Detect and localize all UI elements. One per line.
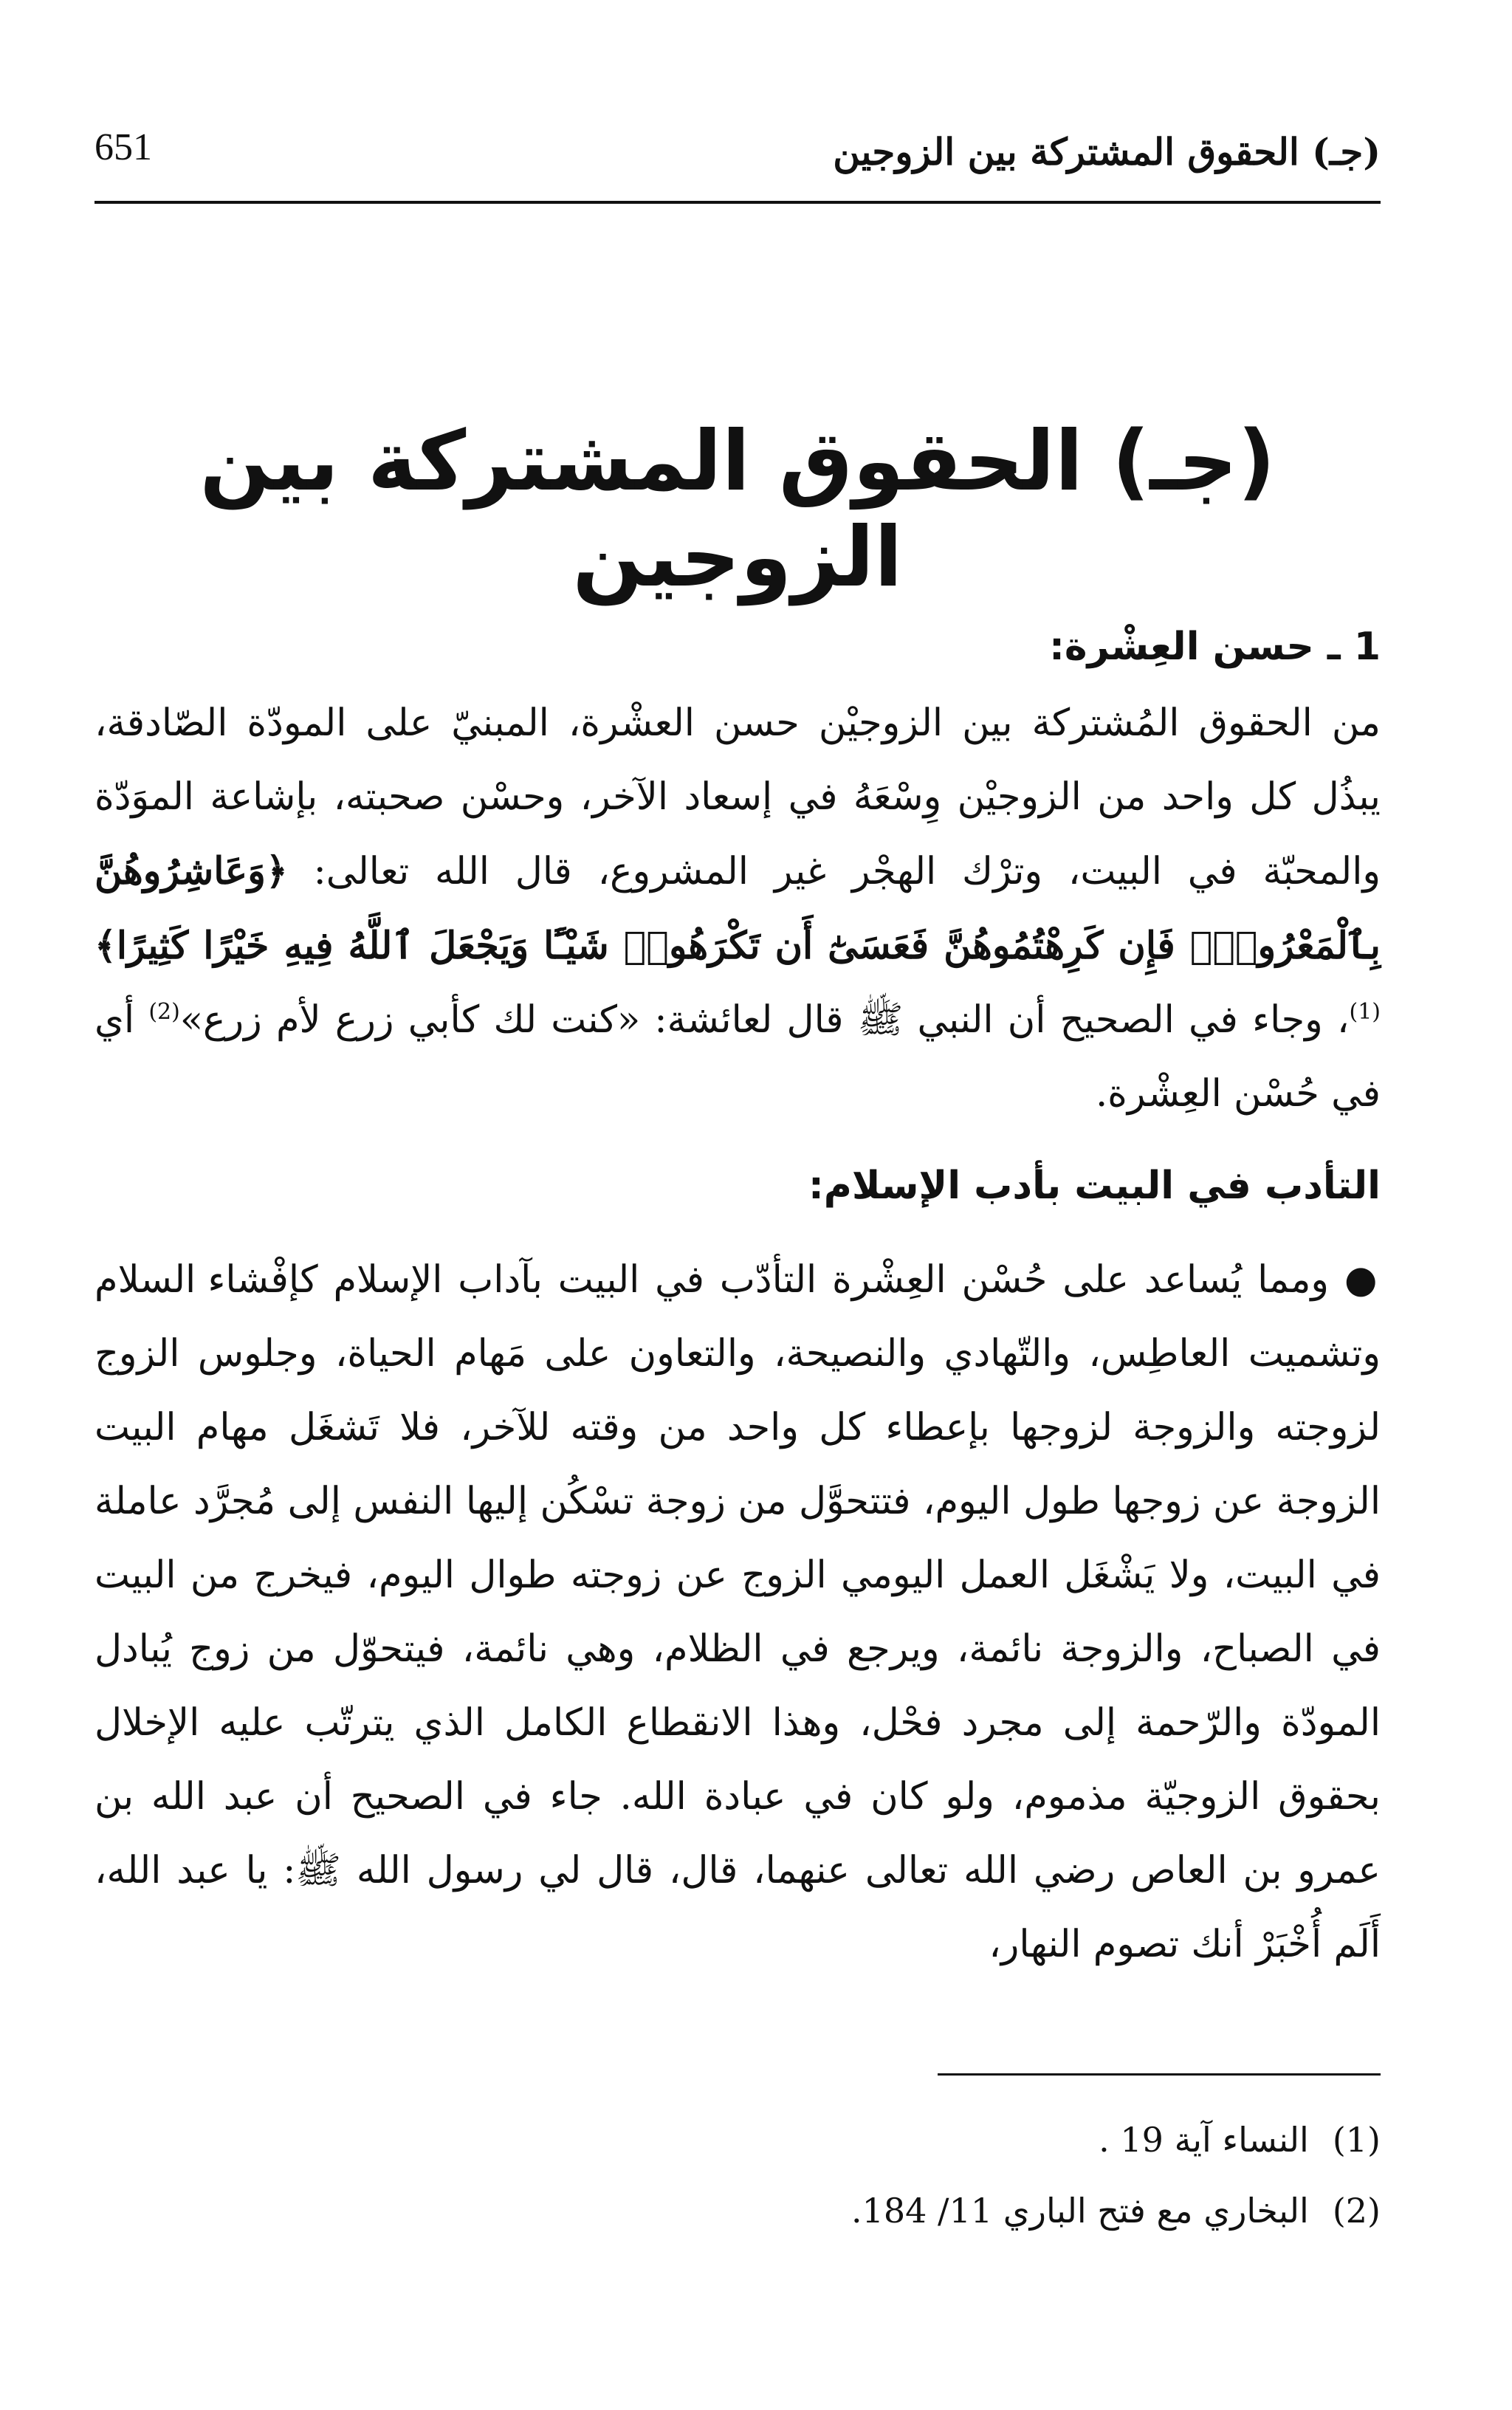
text-line: ، وجاء في الصحيح أن النبي ﷺ قال لعائشة: «كنت لك كأبي زرع لأم زرع» [179, 998, 1350, 1042]
footnote-text: النساء آية 19 . [1099, 2120, 1309, 2160]
text-line: طوال اليوم، فيخرج من البيت في الصباح، والزوجة نائمة، ويرجع في الظلام، [94, 1554, 1381, 1671]
text-line: الصّادقة، يبذُل كل واحد من الزوجيْن وِسْعَهُ في إسعاد الآخر، وحسْن صحبته، [94, 701, 1381, 819]
footnote-rule [938, 2073, 1381, 2076]
text-line: وهي نائمة، فيتحوّل من زوج يُبادل المودّة والرّحمة إلى مجرد فحْل، وهذا [94, 1627, 1381, 1745]
paragraph-home-etiquette [94, 1243, 1381, 1982]
chapter-title: (جـ) الحقوق المشتركة بين الزوجين [199, 413, 1276, 605]
footnote-number: (1) [1332, 2120, 1381, 2160]
text-line: من الحقوق المُشتركة بين الزوجيْن حسن العشْرة، المبنيّ على المودّة [247, 701, 1381, 745]
text-line: ● ومما يُساعد على حُسْن العِشْرة التأدّب في البيت بآداب الإسلام كإفْشاء [207, 1258, 1381, 1302]
page-number: 651 [94, 126, 152, 168]
footnote-ref[interactable]: (2) [148, 999, 180, 1025]
footnote-text: البخاري مع فتح الباري 11/ 184. [851, 2191, 1309, 2231]
header-rule [94, 201, 1381, 204]
section-heading-good-companionship: 1 ـ حسن العِشْرة: [1049, 625, 1381, 669]
text-line: عنهما، قال، قال لي رسول الله ﷺ: يا عبد الله، أَلَم أُخْبَرْ أنك تصوم النهار، [94, 1849, 1381, 1966]
text-line: أي في حُسْن العِشْرة. [94, 998, 1381, 1116]
text-line: الانقطاع الكامل الذي يترتّب عليه الإخلال بحقوق الزوجيّة مذموم، ولو كان في [94, 1701, 1381, 1819]
running-title: (جـ) الحقوق المشتركة بين الزوجين [833, 130, 1381, 174]
paragraph-good-companionship [94, 687, 1381, 1131]
main-text [94, 607, 1381, 1982]
text-line: وجلوس الزوج لزوجته والزوجة لزوجها بإعطاء كل واحد من وقته للآخر، فلا [94, 1332, 1381, 1449]
footnote-item [94, 2175, 1381, 2246]
text-line: السلام وتشميت العاطِس، والتّهادي والنصيحة، والتعاون على مَهام الحياة، [94, 1258, 1381, 1376]
text-line: بإشاعة الموَدّة والمحبّة في البيت، وترْك الهجْر غير المشروع، قال الله تعالى: [94, 775, 1381, 893]
quran-verse: ﴿وَعَاشِرُوهُنَّ بِٱلْمَعْرُوفِۚ فَإِن كَرِهْتُمُوهُنَّ فَعَسَىٰٓ أَن تَكْرَهُوا۟ شَيْـًٔا وَيَجْعَلَ ٱللَّهُ فِيهِ خَيْرًا كَثِيرًا﴾ [94, 849, 1381, 968]
running-header [94, 124, 1381, 198]
text-line: النفس إلى مُجرَّد عاملة في البيت، ولا يَشْغَل العمل اليومي الزوج عن زوجته [94, 1480, 1381, 1597]
text-line: تَشغَل مهام البيت الزوجة عن زوجها طول اليوم، فتتحوَّل من زوجة تسْكُن إليها [94, 1406, 1381, 1523]
footnotes [94, 2104, 1381, 2246]
text-line: عبادة الله. جاء في الصحيح أن عبد الله بن عمرو بن العاص رضي الله تعالى [94, 1775, 1381, 1892]
footnote-ref[interactable]: (1) [1349, 999, 1381, 1025]
footnote-number: (2) [1332, 2191, 1381, 2231]
footnote-item [94, 2104, 1381, 2175]
section-heading-home-etiquette: التأدب في البيت بأدب الإسلام: [808, 1164, 1381, 1208]
